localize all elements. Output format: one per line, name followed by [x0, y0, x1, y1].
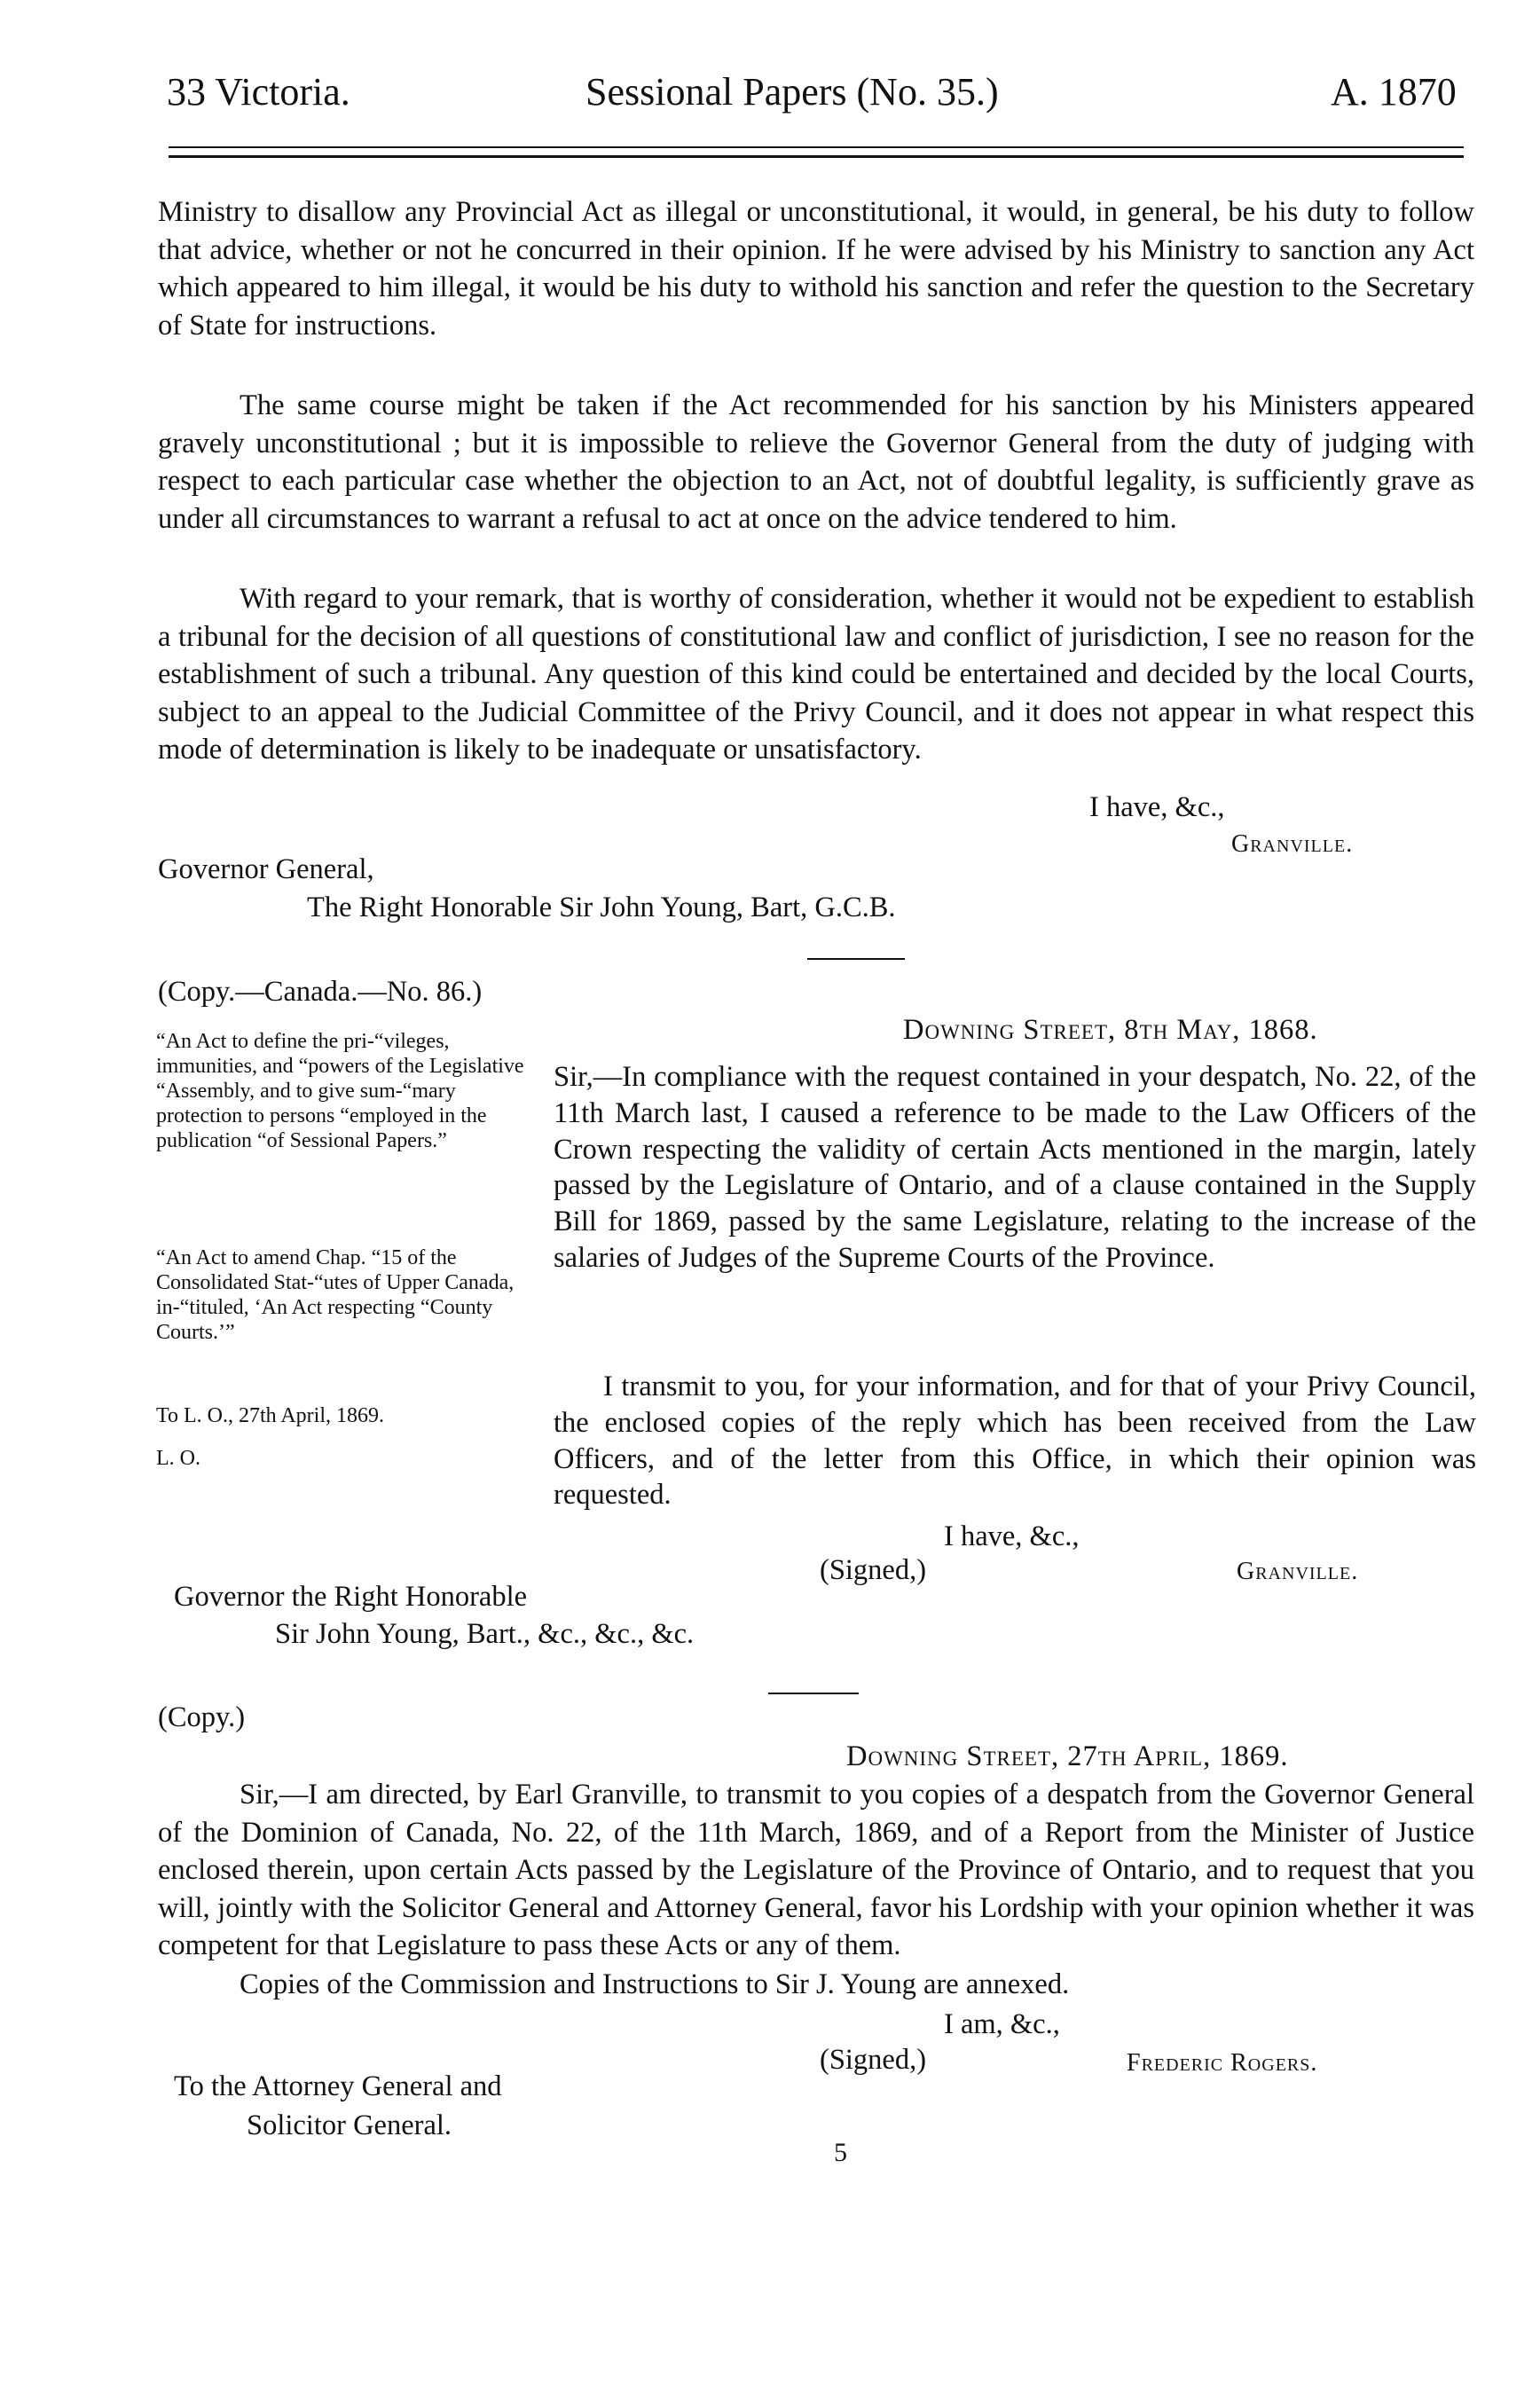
separator-rule-2: [768, 1693, 859, 1694]
letter2-dateline: Downing Street, 8th May, 1868.: [903, 1014, 1318, 1046]
letter1-signature: Granville.: [1231, 830, 1354, 858]
letter2-signed: (Signed,): [820, 1554, 927, 1586]
letter2-addressee-name: Sir John Young, Bart., &c., &c., &c.: [275, 1618, 695, 1650]
margin-note-to-lo: To L. O., 27th April, 1869.: [156, 1404, 384, 1427]
letter3-signature: Frederic Rogers.: [1127, 2049, 1318, 2077]
letter2-addressee-title: Governor the Right Honorable: [174, 1581, 528, 1613]
header-center: Sessional Papers (No. 35.): [585, 70, 999, 114]
letter2-body-2: I transmit to you, for your information, and for that of your Privy Council, the enclosed copies of the reply which has been received from the Law Officers, and of the letter from this Office, in which their opinion was requested.: [554, 1371, 1476, 1512]
letter3-addressee-line1: To the Attorney General and: [174, 2070, 502, 2102]
letter1-addressee-name: The Right Honorable Sir John Young, Bart, G.C.B.: [307, 892, 896, 923]
letter3-copy-label: (Copy.): [158, 1701, 246, 1733]
letter3-addressee-line2: Solicitor General.: [247, 2109, 452, 2141]
paragraph-3: With regard to your remark, that is worthy of consideration, whether it would not be expedient to establish a tribunal for the decision of all questions of constitutional law and conflict of jurisdiction, I see no reason for the establishment of such a tribunal. Any question of this kind could be entertained and decided by the local Courts, subject to an appeal to the Judicial Committee of the Privy Council, and it does not appear in what respect this mode of determination is likely to be inadequate or unsatisfactory.: [158, 583, 1474, 766]
header-left: 33 Victoria.: [167, 70, 350, 114]
letter1-closing: I have, &c.,: [1089, 791, 1225, 823]
letter1-addressee-title: Governor General,: [158, 853, 374, 885]
header-rule-bottom: [169, 155, 1464, 158]
margin-note-lo: L. O.: [156, 1447, 200, 1470]
page-number: 5: [834, 2138, 847, 2167]
letter3-body-2: Copies of the Commission and Instructions to Sir J. Young are annexed.: [240, 1968, 1070, 2000]
letter2-signature: Granville.: [1237, 1558, 1359, 1585]
header-rule-top: [169, 146, 1464, 148]
letter3-signed: (Signed,): [820, 2044, 927, 2076]
letter2-body-1: Sir,—In compliance with the request contained in your despatch, No. 22, of the 11th March last, I caused a reference to be made to the Law Officers of the Crown respecting the validity of certain Acts mentioned in the margin, lately passed by the Legislature of Ontario, and of a clause contained in the Supply Bill for 1869, passed by the same Legislature, relating to the increase of the salaries of Judges of the Supreme Courts of the Province.: [554, 1061, 1476, 1274]
letter2-copy-label: (Copy.—Canada.—No. 86.): [158, 976, 483, 1008]
letter2-closing: I have, &c.,: [944, 1520, 1080, 1552]
header-right: A. 1870: [1331, 70, 1457, 114]
letter3-body: Sir,—I am directed, by Earl Granville, to transmit to you copies of a despatch from the Governor General of the Dominion of Canada, No. 22, of the 11th March, 1869, and of a Report from the Minister of Justice enclosed therein, upon certain Acts passed by the Legislature of the Province of Ontario, and to request that you will, jointly with the Solicitor General and Attorney General, favor his Lordship with your opinion whether it was competent for that Legislature to pass these Acts or any of them.: [158, 1779, 1474, 1962]
margin-note-act-county-courts: “An Act to amend Chap. “15 of the Consolidated Stat-“utes of Upper Canada, in-“tituled, ‘An Act respecting “County Courts.’”: [156, 1246, 515, 1344]
letter3-dateline: Downing Street, 27th April, 1869.: [846, 1740, 1289, 1772]
separator-rule-1: [807, 958, 905, 960]
margin-note-act-privileges: “An Act to define the pri-“vileges, immunities, and “powers of the Legislative “Assembly, and to give sum-“mary protection to persons “employed in the publication “of Sessional Papers.”: [156, 1030, 524, 1152]
paragraph-1: Ministry to disallow any Provincial Act as illegal or unconstitutional, it would, in general, be his duty to follow that advice, whether or not he concurred in their opinion. If he were advised by his Ministry to sanction any Act which appeared to him illegal, it would be his duty to withold his sanction and refer the question to the Secretary of State for instructions.: [158, 196, 1474, 342]
paragraph-2: The same course might be taken if the Act recommended for his sanction by his Ministers appeared gravely unconstitutional ; but it is impossible to relieve the Governor General from the duty of judging with respect to each particular case whether the objection to an Act, not of doubtful legality, is sufficiently grave as under all circumstances to warrant a refusal to act at once on the advice tendered to him.: [158, 389, 1474, 535]
letter3-closing: I am, &c.,: [944, 2008, 1060, 2040]
